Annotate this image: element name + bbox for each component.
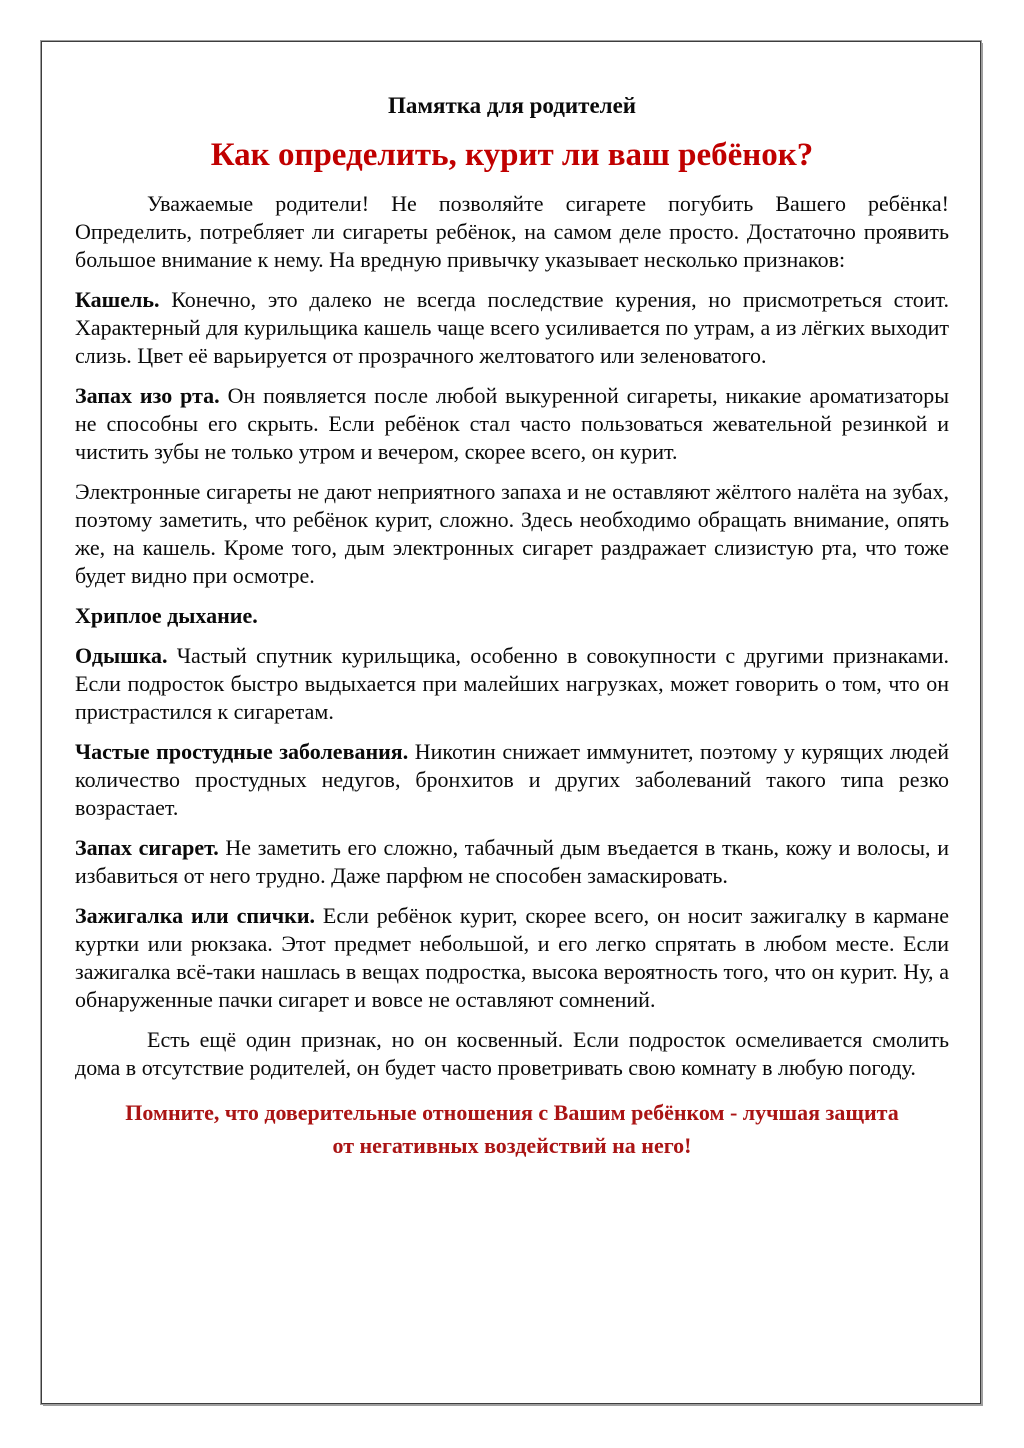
paragraph-text: Никотин снижает иммунитет, поэтому у курящих людей количество простудных недугов, бронхитов и других заболеваний такого типа резко возрастает. <box>75 739 950 820</box>
paragraph-text: Конечно, это далеко не всегда последствие курения, но присмотреться стоит. Характерный для курильщика кашель чаще всего усиливается по утрам, а из лёгких выходит слизь. Цвет её варьируется от прозрачного желтоватого или зеленоватого. <box>75 287 949 368</box>
paragraph-lead: Хриплое дыхание. <box>75 603 258 628</box>
paragraph-lead: Зажигалка или спички. <box>75 903 323 928</box>
paragraph-breath-odor <box>75 382 949 466</box>
paragraph-lead: Частые простудные заболевания. <box>75 739 415 764</box>
paragraph-text: Уважаемые родители! Не позволяйте сигарете погубить Вашего ребёнка! Определить, потребляет ли сигареты ребёнок, на самом деле просто. Достаточно проявить большое внимание к нему. На вредную привычку указывает несколько признаков: <box>75 191 949 272</box>
paragraph-shortness-of-breath <box>75 642 949 726</box>
paragraph-cigarette-smell <box>75 834 949 890</box>
paragraph-cough <box>75 286 949 370</box>
paragraph-lead: Запах сигарет. <box>75 835 226 860</box>
document-frame <box>41 41 981 1404</box>
paragraph-lighter-or-matches <box>75 902 949 1014</box>
paragraph-text: Если ребёнок курит, скорее всего, он носит зажигалку в кармане куртки или рюкзака. Этот предмет небольшой, и его легко спрятать в любом месте. Если зажигалка всё-таки нашлась в вещах подростка, высока вероятность того, что он курит. Ну, а обнаруженные пачки сигарет и вовсе не оставляют сомнений. <box>75 903 949 1012</box>
paragraph-intro <box>75 190 949 274</box>
paragraph-text: Не заметить его сложно, табачный дым въедается в ткань, кожу и волосы, и избавиться от него трудно. Даже парфюм не способен замаскировать. <box>75 835 949 888</box>
paragraph-lead: Кашель. <box>75 287 172 312</box>
paragraph-hoarse-breathing <box>75 602 949 630</box>
paragraph-lead: Одышка. <box>75 643 177 668</box>
paragraph-text: Частый спутник курильщика, особенно в совокупности с другими признаками. Если подросток быстро выдыхается при малейших нагрузках, может говорить о том, что он пристрастился к сигаретам. <box>75 643 950 724</box>
paragraph-text: Он появляется после любой выкуренной сигареты, никакие ароматизаторы не способны его скрыть. Если ребёнок стал часто пользоваться жевательной резинкой и чистить зубы не только утром и вечером, скорее всего, он курит. <box>75 383 950 464</box>
footer-note: Помните, что доверительные отношения с Вашим ребёнком - лучшая защита от негативных воздействий на него! <box>125 1100 899 1158</box>
paragraph-indirect-sign <box>75 1026 949 1082</box>
document-content <box>42 42 980 1403</box>
paragraph-ecigarettes <box>75 478 949 590</box>
paragraph-frequent-colds <box>75 738 949 822</box>
document-kicker: Памятка для родителей <box>387 93 637 118</box>
paragraph-lead: Запах изо рта. <box>75 383 228 408</box>
paragraph-text: Есть ещё один признак, но он косвенный. Если подросток осмеливается смолить дома в отсутствие родителей, он будет часто проветривать свою комнату в любую погоду. <box>75 1027 949 1080</box>
page-title: Как определить, курит ли ваш ребёнок? <box>210 137 814 173</box>
paragraph-text: Электронные сигареты не дают неприятного запаха и не оставляют жёлтого налёта на зубах, поэтому заметить, что ребёнок курит, сложно. Здесь необходимо обращать внимание, опять же, на кашель. Кроме того, дым электронных сигарет раздражает слизистую рта, что тоже будет видно при осмотре. <box>75 479 949 588</box>
